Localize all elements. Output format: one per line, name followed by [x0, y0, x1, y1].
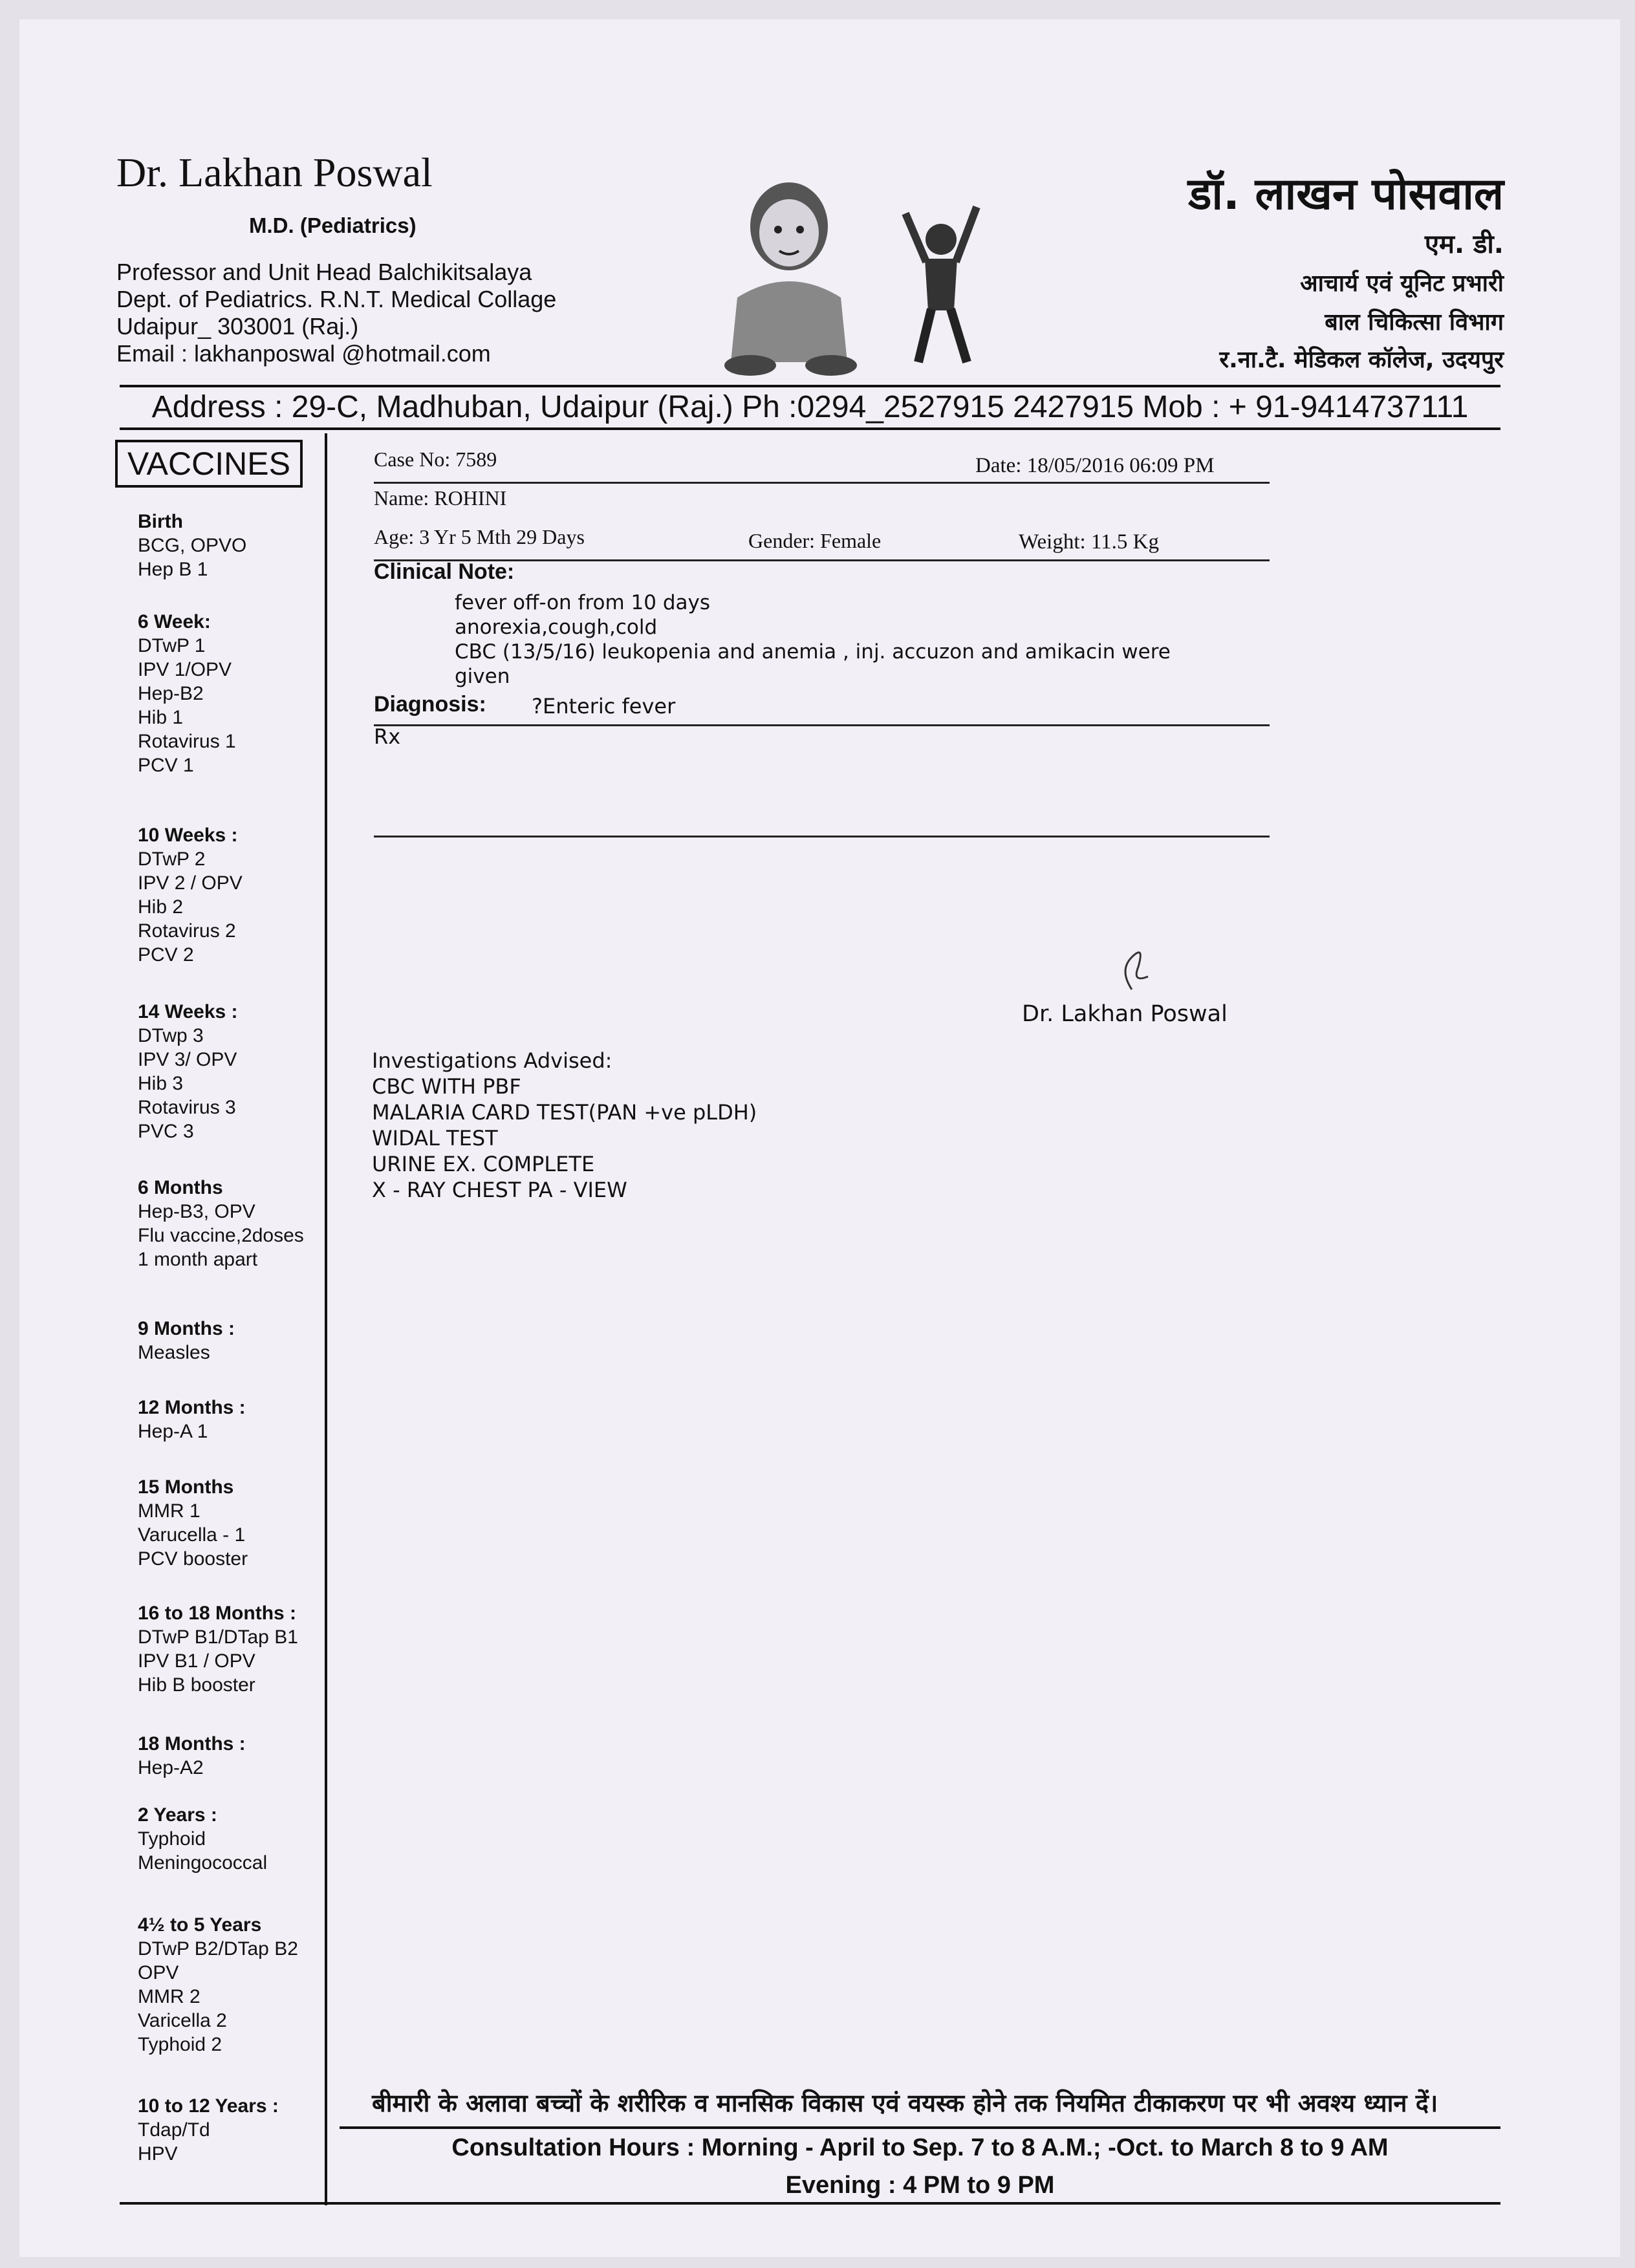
email-line: Email : lakhanposwal @hotmail.com [116, 340, 491, 367]
investigation-item: X - RAY CHEST PA - VIEW [372, 1178, 627, 1202]
case-date: Date: 18/05/2016 06:09 PM [975, 454, 1215, 477]
vaccine-group-2-years: 2 Years : Typhoid Meningococcal [138, 1804, 268, 1874]
designation-hindi: आचार्य एवं यूनिट प्रभारी [1300, 270, 1504, 297]
patient-weight: Weight: 11.5 Kg [1019, 530, 1160, 554]
footer-hindi-note: बीमारी के अलावा बच्चों के शरीरिक व मानसिक विकास एवं वयस्क होने तक नियमित टीकाकरण पर भी अवश्य ध्यान दें। [372, 2089, 1438, 2117]
clinical-note-text: fever off-on from 10 days anorexia,cough,cold CBC (13/5/16) leukopenia and anemia , inj. accuzon and amikacin were given [455, 591, 1171, 688]
vaccine-group-6-week: 6 Week: DTwP 1 IPV 1/OPV Hep-B2 Hib 1 Rotavirus 1 PCV 1 [138, 611, 236, 776]
clinical-note-label: Clinical Note: [374, 559, 515, 584]
signature-name: Dr. Lakhan Poswal [1022, 1001, 1228, 1027]
patient-gender: Gender: Female [748, 529, 882, 552]
vaccine-group-18-months: 18 Months : Hep-A2 [138, 1733, 246, 1778]
investigation-item: MALARIA CARD TEST(PAN +ve pLDH) [372, 1100, 757, 1125]
prescription-sheet [19, 19, 1620, 2257]
vaccine-group-birth: Birth BCG, OPVO Hep B 1 [138, 511, 247, 580]
children-photo [711, 168, 1048, 382]
vaccine-group-16-18-months: 16 to 18 Months : DTwP B1/DTap B1 IPV B1 / OPV Hib B booster [138, 1603, 298, 1696]
bottom-divider [120, 2202, 1500, 2205]
divider [374, 724, 1270, 726]
college-hindi: र.ना.टै. मेडिकल कॉलेज, उदयपुर [1219, 347, 1504, 373]
consultation-hours [340, 2129, 1500, 2204]
vaccine-group-4-5-years: 4½ to 5 Years DTwP B2/DTap B2 OPV MMR 2 Varicella 2 Typhoid 2 [138, 1914, 298, 2055]
consultation-hours-evening: Evening : 4 PM to 9 PM [785, 2172, 1055, 2199]
department-hindi: बाल चिकित्सा विभाग [1325, 309, 1504, 336]
investigation-item: WIDAL TEST [372, 1126, 498, 1150]
vaccine-group-10-weeks: 10 Weeks : DTwP 2 IPV 2 / OPV Hib 2 Rotavirus 2 PCV 2 [138, 825, 243, 966]
vaccine-group-15-months: 15 Months MMR 1 Varucella - 1 PCV booster [138, 1476, 248, 1570]
vaccine-group-6-months: 6 Months Hep-B3, OPV Flu vaccine,2doses 1 month apart [138, 1177, 304, 1270]
address-bar: Address : 29-C, Madhuban, Udaipur (Raj.) Ph :0294_2527915 2427915 Mob : + 91-9414737111 [120, 385, 1500, 430]
rx-label: Rx [374, 724, 401, 749]
investigations-label: Investigations Advised: [372, 1048, 612, 1073]
investigation-item: URINE EX. COMPLETE [372, 1152, 595, 1176]
diagnosis-value: ?Enteric fever [532, 694, 676, 718]
sidebar-divider [325, 433, 327, 2205]
degree-hindi: एम. डी. [1424, 230, 1504, 259]
patient-age: Age: 3 Yr 5 Mth 29 Days [374, 525, 585, 548]
divider [374, 836, 1270, 837]
diagnosis-label: Diagnosis: [374, 692, 486, 717]
vaccine-group-10-12-years: 10 to 12 Years : Tdap/Td HPV [138, 2095, 279, 2165]
doctor-name: Dr. Lakhan Poswal [116, 149, 433, 195]
divider [374, 482, 1270, 484]
vaccine-group-12-months: 12 Months : Hep-A 1 [138, 1397, 246, 1442]
investigation-item: CBC WITH PBF [372, 1074, 521, 1099]
jumping-child-icon [905, 207, 977, 362]
consultation-hours-morning: Consultation Hours : Morning - April to Sep. 7 to 8 A.M.; -Oct. to March 8 to 9 AM [451, 2134, 1389, 2161]
signature-scribble [1112, 938, 1158, 996]
department-line: Dept. of Pediatrics. R.N.T. Medical Collage [116, 286, 557, 312]
vaccines-title: VACCINES [115, 440, 303, 488]
designation-line: Professor and Unit Head Balchikitsalaya [116, 259, 532, 285]
doctor-name-hindi: डॉ. लाखन पोसवाल [1188, 169, 1504, 220]
investigations-advised [372, 1048, 757, 1203]
crawling-baby-icon [724, 182, 857, 376]
city-line: Udaipur_ 303001 (Raj.) [116, 313, 359, 340]
patient-name: Name: ROHINI [374, 486, 507, 510]
vaccine-group-14-weeks: 14 Weeks : DTwp 3 IPV 3/ OPV Hib 3 Rotavirus 3 PVC 3 [138, 1001, 238, 1142]
case-number: Case No: 7589 [374, 448, 497, 471]
doctor-degree: M.D. (Pediatrics) [249, 213, 417, 237]
vaccine-group-9-months: 9 Months : Measles [138, 1318, 235, 1363]
